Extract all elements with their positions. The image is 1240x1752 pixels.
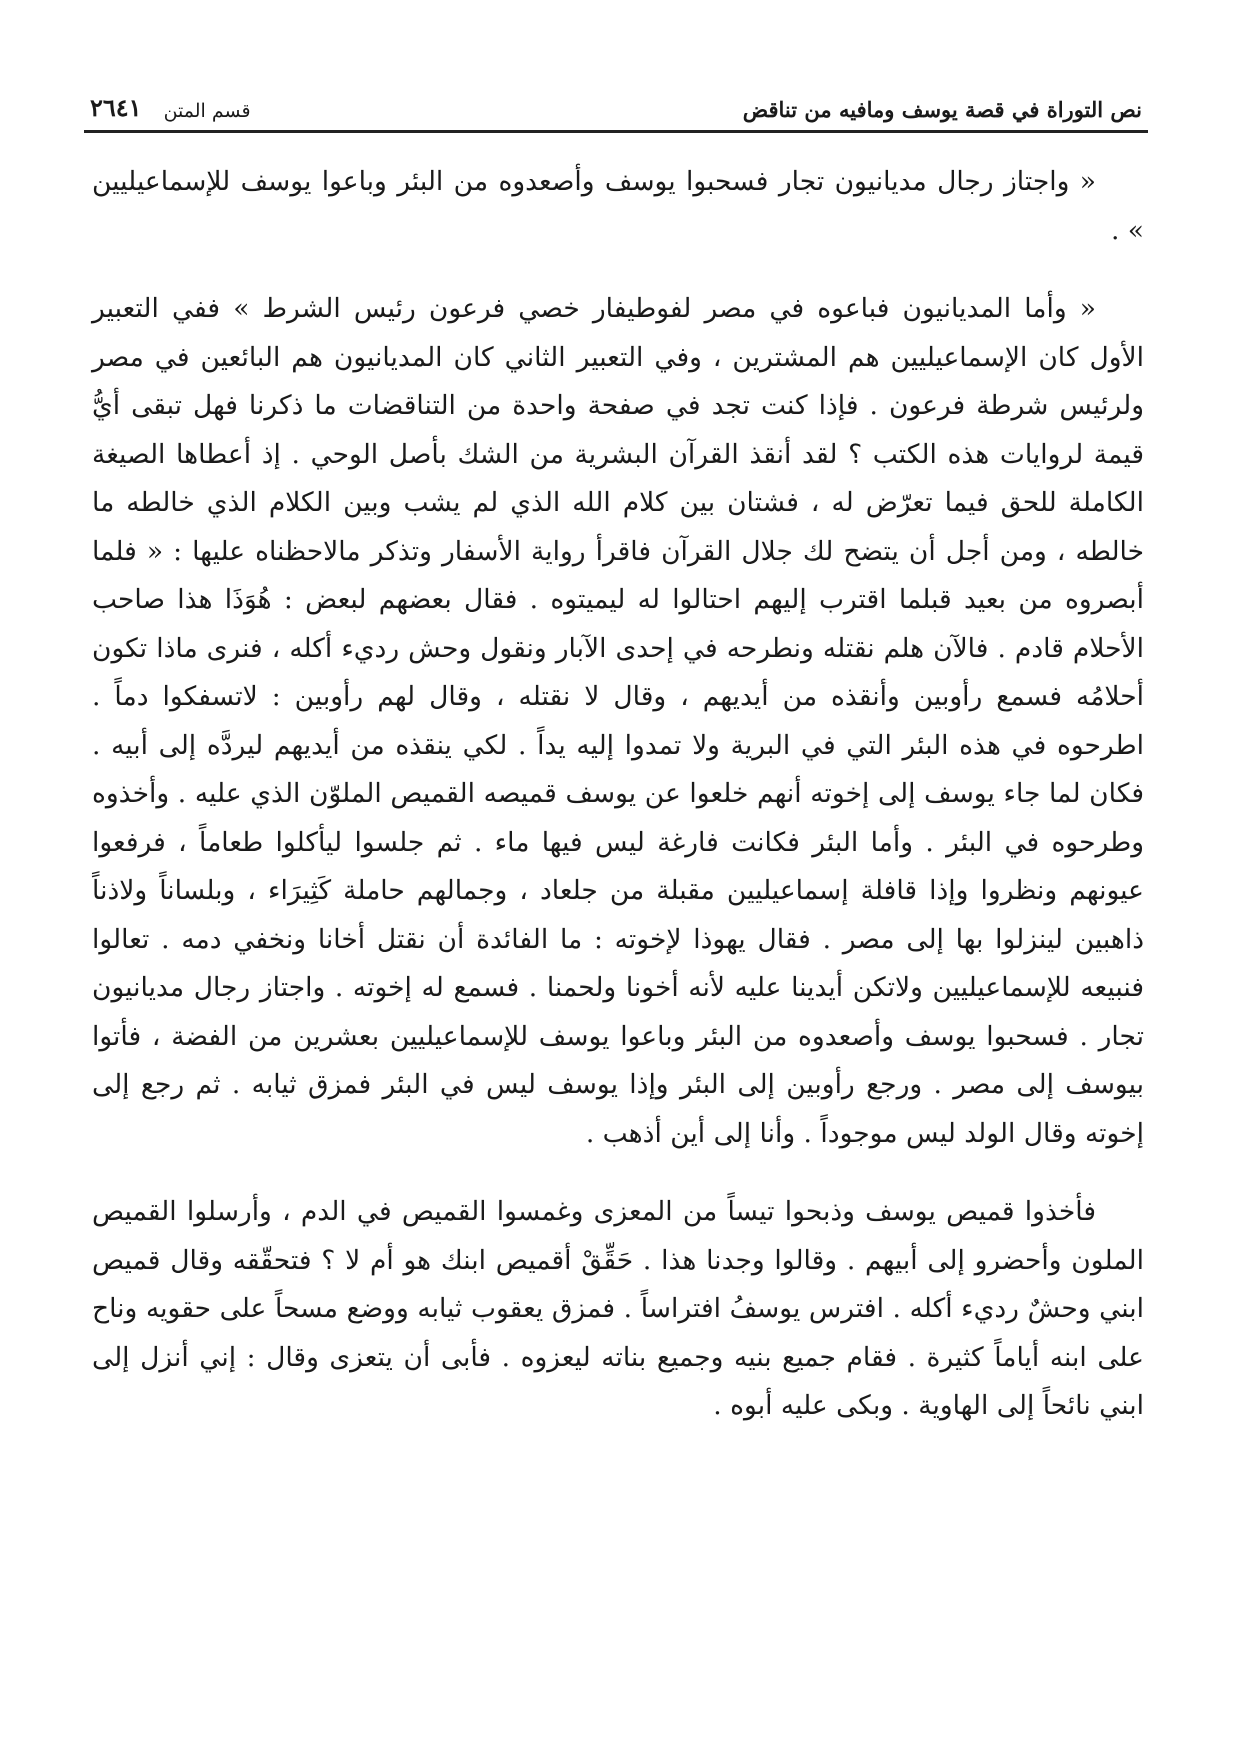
paragraph-spacer <box>92 1158 1144 1188</box>
paragraph-spacer <box>92 255 1144 285</box>
paragraph-1: « واجتاز رجال مديانيون تجار فسحبوا يوسف وأصعدوه من البئر وباعوا يوسف للإسماعيليين » . <box>92 166 1144 246</box>
paragraph-2: « وأما المديانيون فباعوه في مصر لفوطيفار خصي فرعون رئيس الشرط » ففي التعبير الأول كان الإسماعيليين هم المشترين ، وفي التعبير الثاني كان المديانيون هم البائعين في مصر ولرئيس شرطة فرعون . فإذا كنت تجد في صفحة واحدة من التناقضات ما ذكرنا فهل تبقى أيُّ قيمة لروايات هذه الكتب ؟ لقد أنقذ القرآن البشرية من الشك بأصل الوحي . إذ أعطاها الصيغة الكاملة للحق فيما تعرّض له ، فشتان بين كلام الله الذي لم يشب وبين الكلام الذي خالطه ما خالطه ، ومن أجل أن يتضح لك جلال القرآن فاقرأ رواية الأسفار وتذكر مالاحظناه عليها : « فلما أبصروه من بعيد قبلما اقترب إليهم احتالوا له ليميتوه . فقال بعضهم لبعض : هُوَذَا هذا صاحب الأحلام قادم . فالآن هلم نقتله ونطرحه في إحدى الآبار ونقول وحش رديء أكله ، فنرى ماذا تكون أحلامُه فسمع رأوبين وأنقذه من أيديهم ، وقال لا نقتله ، وقال لهم رأوبين : لاتسفكوا دماً . اطرحوه في هذه البئر التي في البرية ولا تمدوا إليه يداً . لكي ينقذه من أيديهم ليردَّه إلى أبيه . فكان لما جاء يوسف إلى إخوته أنهم خلعوا عن يوسف قميصه القميص الملوّن الذي عليه . وأخذوه وطرحوه في البئر . وأما البئر فكانت فارغة ليس فيها ماء . ثم جلسوا ليأكلوا طعاماً ، فرفعوا عيونهم ونظروا وإذا قافلة إسماعيليين مقبلة من جلعاد ، وجمالهم حاملة كَثِيرَاء ، وبلساناً ولاذناً ذاهبين لينزلوا بها إلى مصر . فقال يهوذا لإخوته : ما الفائدة أن نقتل أخانا ونخفي دمه . تعالوا فنبيعه للإسماعيليين ولاتكن أيدينا عليه لأنه أخونا ولحمنا . فسمع له إخوته . واجتاز رجال مديانيون تجار . فسحبوا يوسف وأصعدوه من البئر وباعوا يوسف للإسماعيليين بعشرين من الفضة ، فأتوا بيوسف إلى مصر . ورجع رأوبين إلى البئر وإذا يوسف ليس في البئر فمزق ثيابه . ثم رجع إلى إخوته وقال الولد ليس موجوداً . وأنا إلى أين أذهب . <box>92 293 1144 1149</box>
header-meta <box>90 93 251 122</box>
body-text <box>92 158 1144 1431</box>
paragraph-3: فأخذوا قميص يوسف وذبحوا تيساً من المعزى وغمسوا القميص في الدم ، وأرسلوا القميص الملون وأحضرو إلى أبيهم . وقالوا وجدنا هذا . حَقِّقْ أقميص ابنك هو أم لا ؟ فتحقّقه وقال قميص ابني وحشٌ رديء أكله . افترس يوسفُ افتراساً . فمزق يعقوب ثيابه ووضع مسحاً على حقويه وناح على ابنه أياماً كثيرة . فقام جميع بنيه وجميع بناته ليعزوه . فأبى أن يتعزى وقال : إني أنزل إلى ابني نائحاً إلى الهاوية . وبكى عليه أبوه . <box>92 1196 1144 1421</box>
running-title: نص التوراة في قصة يوسف ومافيه من تناقض <box>742 97 1142 122</box>
section-label: قسم المتن <box>163 100 251 122</box>
header-divider <box>84 130 1148 133</box>
page-header <box>90 78 1142 122</box>
page-number: ٢٦٤١ <box>90 93 142 122</box>
